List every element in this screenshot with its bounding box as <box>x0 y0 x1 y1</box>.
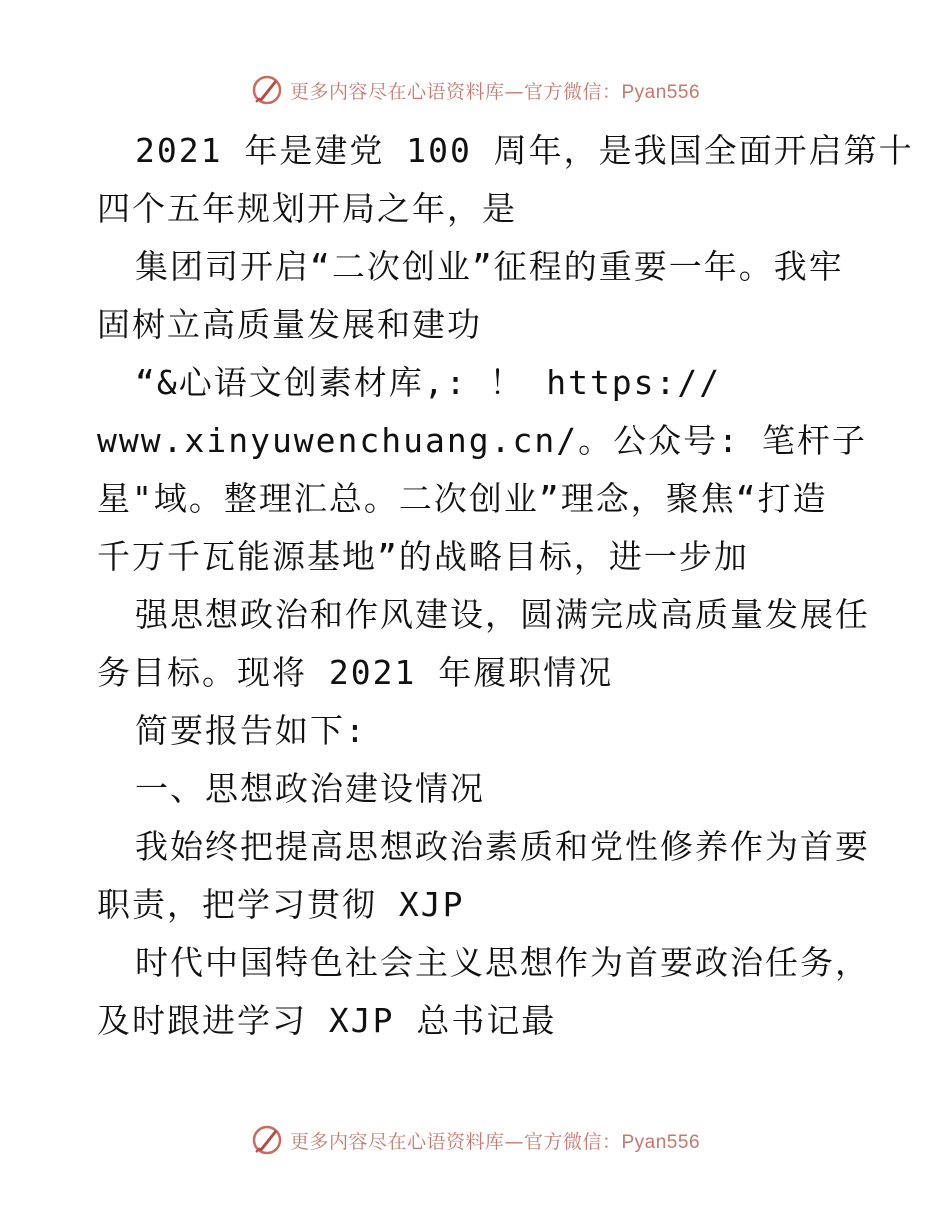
text-line: 2021 年是建党 100 周年，是我国全面开启第十 <box>135 131 914 170</box>
text-line: 及时跟进学习 XJP 总书记最 <box>97 1001 557 1040</box>
text-line: 职责，把学习贯彻 XJP <box>97 885 465 924</box>
text-line: 简要报告如下: <box>135 711 367 750</box>
text-line: 时代中国特色社会主义思想作为首要政治任务， <box>135 943 870 982</box>
watermark-text: 更多内容尽在心语资料库—官方微信：Pyan556 <box>289 80 701 103</box>
quill-pen-in-circle-icon <box>250 1123 284 1157</box>
text-line: 千万千瓦能源基地”的战略目标，进一步加 <box>97 537 749 576</box>
text-line: www.xinyuwenchuang.cn/。公众号: 笔杆子 <box>97 421 867 460</box>
text-line: 强思想政治和作风建设，圆满完成高质量发展任 <box>135 595 870 634</box>
text-line: “&心语文创素材库,: ！ https:// <box>135 363 722 402</box>
text-line: 四个五年规划开局之年，是 <box>97 189 517 228</box>
header-watermark-banner <box>0 70 950 110</box>
watermark-text: 更多内容尽在心语资料库—官方微信：Pyan556 <box>289 1130 701 1153</box>
text-line: 固树立高质量发展和建功 <box>97 305 482 344</box>
quill-pen-in-circle-icon <box>250 73 284 107</box>
text-line: 星"域。整理汇总。二次创业”理念，聚焦“打造 <box>97 479 828 518</box>
section-heading: 一、思想政治建设情况 <box>135 769 485 808</box>
text-line: 务目标。现将 2021 年履职情况 <box>97 653 614 692</box>
text-line: 我始终把提高思想政治素质和党性修养作为首要 <box>135 827 870 866</box>
text-line: 集团司开启“二次创业”征程的重要一年。我牢 <box>135 247 844 286</box>
document-body <box>97 122 914 1050</box>
footer-watermark-banner <box>0 1120 950 1160</box>
